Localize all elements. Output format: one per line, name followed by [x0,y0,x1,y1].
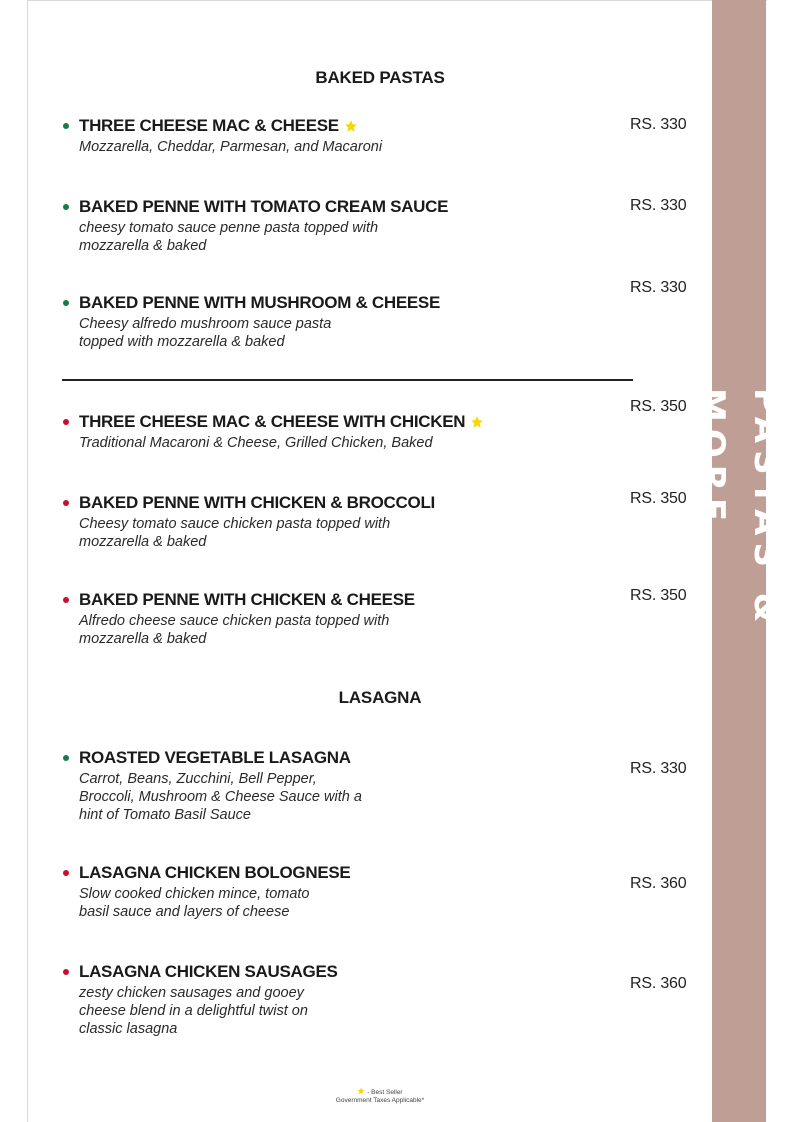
nonveg-indicator-icon [63,419,69,425]
menu-item [60,411,620,452]
item-price: RS. 330 [630,197,687,214]
item-name: BAKED PENNE WITH MUSHROOM & CHEESE [79,293,440,312]
item-description: Cheesy alfredo mushroom sauce pasta topped with mozzarella & baked [79,316,332,350]
veg-indicator-icon [63,204,69,210]
category-title: PASTAS & MORE [692,388,786,630]
item-name: THREE CHEESE MAC & CHEESE WITH CHICKEN [79,412,466,431]
item-description: cheesy tomato sauce penne pasta topped with mozzarella & baked [79,220,379,254]
section-title-lasagna: LASAGNA [338,688,422,707]
item-name: BAKED PENNE WITH CHICKEN & CHEESE [79,590,415,609]
menu-item [60,115,620,156]
bestseller-star-icon [470,415,484,429]
section-title-baked-pastas: BAKED PASTAS [315,68,445,87]
item-description: Mozzarella, Cheddar, Parmesan, and Macaroni [79,139,383,155]
item-price: RS. 350 [630,490,687,507]
veg-indicator-icon [63,755,69,761]
menu-item [60,492,620,551]
item-name: LASAGNA CHICKEN BOLOGNESE [79,863,351,882]
nonveg-indicator-icon [63,969,69,975]
item-description: Carrot, Beans, Zucchini, Bell Pepper, Broccoli, Mushroom & Cheese Sauce with a hint of Tomato Basil Sauce [79,771,362,823]
menu-item [60,862,620,921]
nonveg-indicator-icon [63,500,69,506]
item-name: BAKED PENNE WITH CHICKEN & BROCCOLI [79,493,435,512]
item-price: RS. 350 [630,587,687,604]
menu-item [60,747,620,824]
nonveg-indicator-icon [63,870,69,876]
veg-nonveg-divider [62,379,633,381]
menu-item [60,292,620,351]
item-name: BAKED PENNE WITH TOMATO CREAM SAUCE [79,197,449,216]
bestseller-legend-text: - Best Seller [365,1089,403,1096]
veg-indicator-icon [63,123,69,129]
item-description: zesty chicken sausages and gooey cheese blend in a delightful twist on classic lasagna [79,985,308,1037]
menu-item [60,961,620,1038]
item-description: Cheesy tomato sauce chicken pasta topped with mozzarella & baked [79,516,391,550]
item-name: ROASTED VEGETABLE LASAGNA [79,748,351,767]
item-price: RS. 360 [630,975,687,992]
taxes-note: Government Taxes Applicable* [335,1097,425,1104]
item-name: LASAGNA CHICKEN SAUSAGES [79,962,338,981]
item-name: THREE CHEESE MAC & CHEESE [79,116,339,135]
item-description: Traditional Macaroni & Cheese, Grilled Chicken, Baked [79,435,433,451]
footer-notes [300,1087,460,1105]
bestseller-legend [300,1087,460,1097]
menu-item [60,196,620,255]
nonveg-indicator-icon [63,597,69,603]
veg-indicator-icon [63,300,69,306]
item-price: RS. 330 [630,760,687,777]
item-description: Alfredo cheese sauce chicken pasta topped with mozzarella & baked [79,613,390,647]
item-price: RS. 350 [630,398,687,415]
item-description: Slow cooked chicken mince, tomato basil sauce and layers of cheese [79,886,310,920]
bestseller-star-icon [344,119,358,133]
category-side-band [692,0,786,1122]
item-price: RS. 360 [630,875,687,892]
menu-item [60,589,620,648]
item-price: RS. 330 [630,116,687,133]
item-price: RS. 330 [630,279,687,296]
page-frame [27,0,786,1122]
